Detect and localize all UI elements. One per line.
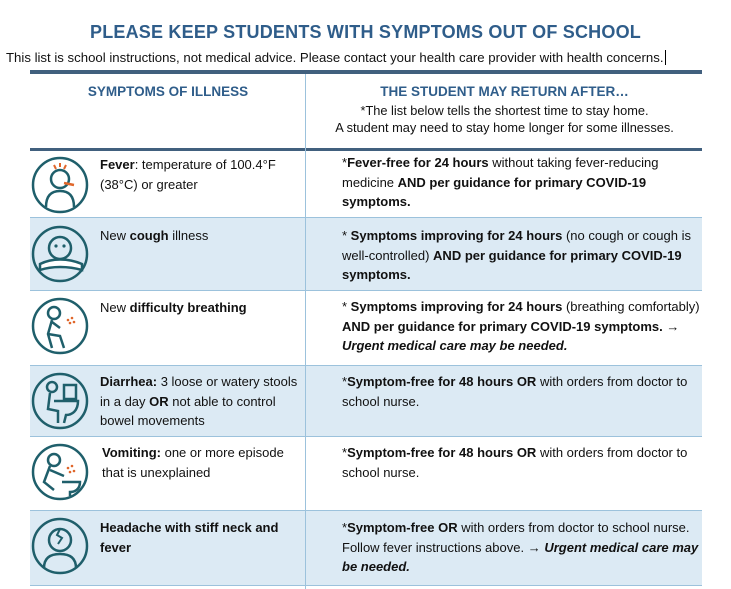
header-note-1: *The list below tells the shortest time to stay home. (360, 103, 649, 118)
fever-icon (30, 155, 90, 215)
return-text (342, 153, 702, 212)
return-guidance: AND per guidance for primary COVID-19 symptoms. (342, 174, 647, 209)
symptom-name: Headache with stiff neck and fever (100, 520, 279, 555)
page-title: PLEASE KEEP STUDENTS WITH SYMPTOMS OUT OF SCHOOL (90, 22, 641, 42)
header-note-2: A student may need to stay home longer for some illnesses. (335, 120, 674, 135)
symptom-text (100, 226, 300, 246)
return-detail: with orders from doctor to school nurse. (342, 445, 688, 480)
symptom-prefix: New (100, 228, 130, 243)
symptom-detail: 3 loose or watery stools in a day (100, 374, 298, 409)
table-row (30, 291, 702, 366)
return-detail: without taking fever-reducing medicine (342, 155, 659, 190)
symptom-detail: : temperature of 100.4°F (38°C) or greater (100, 157, 276, 192)
return-text (342, 372, 702, 411)
table-row (30, 437, 702, 511)
diarrhea-icon (30, 371, 90, 431)
symptom-text (100, 298, 300, 318)
text-cursor (665, 50, 666, 65)
table-row (30, 366, 702, 437)
symptom-prefix: New (100, 300, 130, 315)
return-condition: Symptom-free for 48 hours OR (347, 374, 537, 389)
return-condition: Symptoms improving for 24 hours (350, 228, 563, 243)
return-guidance: AND per guidance for primary COVID-19 symptoms. (342, 247, 682, 282)
symptom-name: Fever (100, 157, 135, 172)
return-condition: Symptom-free for 48 hours OR (347, 445, 537, 460)
arrow-icon: → (527, 539, 545, 555)
symptom-detail: one or more episode that is unexplained (102, 445, 284, 480)
return-star: * (342, 155, 348, 170)
header-symptoms (30, 74, 306, 148)
symptom-name: Vomiting: (102, 445, 161, 460)
breathing-icon (30, 296, 90, 356)
symptom-detail-2: not able to control bowel movements (100, 393, 276, 428)
table-row (30, 151, 702, 218)
headache-icon (30, 516, 90, 576)
symptom-name: cough (129, 228, 169, 243)
symptom-name: Diarrhea: (100, 374, 158, 389)
return-text (342, 518, 702, 577)
return-detail: (breathing comfortably) (562, 299, 700, 314)
return-guidance: AND per guidance for primary COVID-19 symptoms. (342, 318, 663, 334)
disclaimer-label: This list is school instructions, not medical advice. Please contact your health care provider with health concerns. (6, 50, 664, 65)
vomiting-icon (30, 442, 90, 502)
urgent-note: Urgent medical care may be needed. (342, 539, 699, 574)
return-detail: with orders from doctor to school nurse. (342, 374, 688, 409)
cough-icon (30, 224, 90, 284)
return-detail: (no cough or cough is well-controlled) (342, 228, 691, 263)
table-row (30, 218, 702, 291)
disclaimer-text (6, 50, 666, 65)
return-detail: with orders from doctor to school nurse. Follow fever instructions above. (342, 520, 690, 555)
header-return-label: THE STUDENT MAY RETURN AFTER… (380, 84, 629, 99)
return-star: * (342, 374, 348, 389)
symptom-or: OR (149, 393, 169, 409)
table-header (30, 74, 702, 148)
return-condition: Symptom-free OR (347, 520, 458, 535)
urgent-note: Urgent medical care may be needed. (342, 338, 568, 353)
header-symptoms-label: SYMPTOMS OF ILLNESS (87, 84, 249, 99)
return-text (342, 443, 702, 482)
symptom-detail: illness (168, 228, 209, 243)
return-star: * (342, 228, 351, 243)
header-return (307, 74, 702, 148)
return-star: * (342, 299, 351, 314)
symptom-text (100, 518, 300, 557)
arrow-icon: → (662, 318, 680, 334)
return-condition: Fever-free for 24 hours (347, 155, 489, 170)
return-condition: Symptoms improving for 24 hours (350, 299, 563, 314)
return-text (342, 297, 702, 356)
symptom-text (100, 372, 300, 431)
return-text (342, 226, 702, 285)
symptom-text (100, 155, 300, 194)
return-star: * (342, 520, 348, 535)
symptom-name: difficulty breathing (129, 300, 247, 315)
column-divider (305, 74, 306, 589)
table-row (30, 511, 702, 586)
return-star: * (342, 445, 348, 460)
symptom-text (102, 443, 302, 482)
